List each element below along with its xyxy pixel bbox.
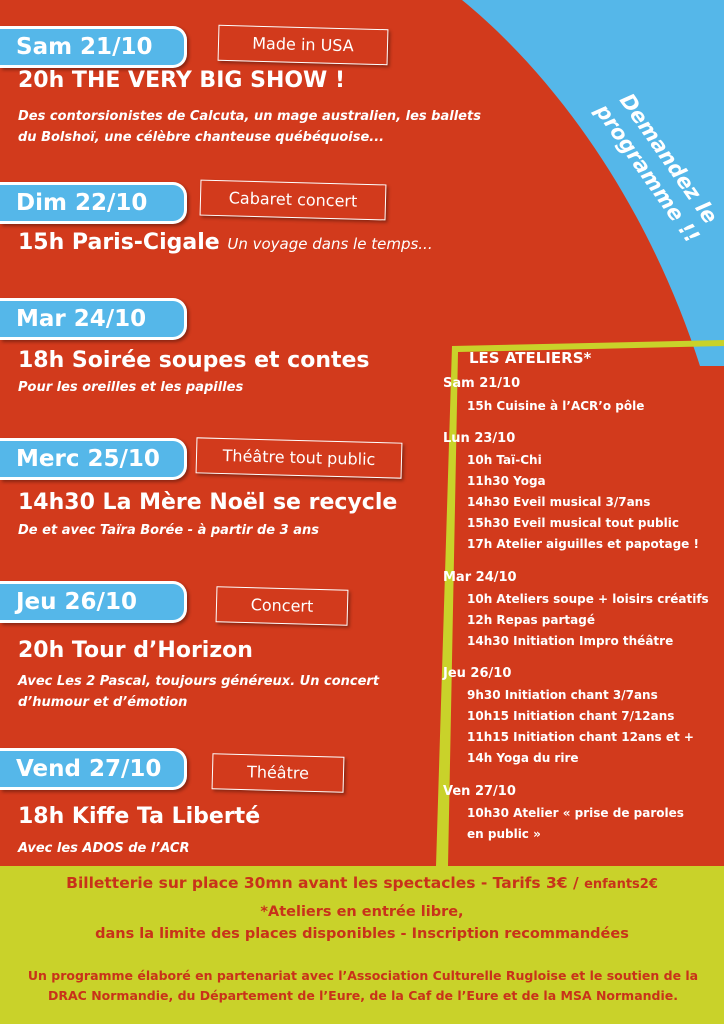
description-line: Avec Les 2 Pascal, toujours généreux. Un concert: [18, 674, 380, 689]
description-line: De et avec Taïra Borée - à partir de 3 ans: [18, 523, 319, 538]
partners-line: Un programme élaboré en partenariat avec l’Association Culturelle Rugloise et le soutien de la: [27, 968, 699, 983]
event-title-text: 14h30 La Mère Noël se recycle: [18, 490, 398, 515]
event-title: [18, 230, 433, 255]
event-title-text: 20h Tour d’Horizon: [18, 638, 253, 663]
footer-band: [0, 866, 724, 1024]
partners-line: DRAC Normandie, du Département de l’Eure, de la Caf de l’Eure et de la MSA Normandie.: [48, 988, 678, 1003]
description-line: d’humour et d’émotion: [18, 695, 188, 710]
partners-text: [10, 966, 716, 1006]
date-tab: [0, 26, 187, 68]
atelier-item: 10h15 Initiation chant 7/12ans: [467, 709, 675, 723]
atelier-day: Lun 23/10: [443, 431, 516, 446]
event-category: Made in USA: [252, 33, 354, 56]
event-title-text: 18h Kiffe Ta Liberté: [18, 804, 261, 829]
atelier-item: 10h Ateliers soupe + loisirs créatifs: [467, 592, 709, 606]
event-description: [18, 106, 481, 148]
category-tag: [200, 180, 387, 221]
event-title: [18, 804, 260, 829]
event-title-text: 20h THE VERY BIG SHOW !: [18, 68, 346, 93]
event-category: Cabaret concert: [228, 188, 358, 211]
event-description: [18, 377, 243, 398]
atelier-item: 10h30 Atelier « prise de paroles: [467, 806, 684, 820]
atelier-item: 17h Atelier aiguilles et papotage !: [467, 537, 699, 551]
atelier-item: 12h Repas partagé: [467, 613, 595, 627]
atelier-item: 15h Cuisine à l’ACR’o pôle: [467, 399, 645, 413]
date-tab: [0, 748, 187, 790]
atelier-item: 14h30 Eveil musical 3/7ans: [467, 495, 651, 509]
ateliers-note: *Ateliers en entrée libre,: [260, 904, 464, 920]
event-date: Jeu 26/10: [16, 589, 137, 615]
event-date: Merc 25/10: [16, 446, 160, 472]
date-tab: [0, 182, 187, 224]
category-tag: [218, 25, 389, 65]
ateliers-title: LES ATELIERS*: [469, 349, 592, 367]
atelier-day: Mar 24/10: [443, 570, 517, 585]
atelier-item: 11h15 Initiation chant 12ans et +: [467, 730, 694, 744]
atelier-item: 15h30 Eveil musical tout public: [467, 516, 679, 530]
atelier-item: 9h30 Initiation chant 3/7ans: [467, 688, 658, 702]
event-date: Mar 24/10: [16, 306, 147, 332]
description-line: Avec les ADOS de l’ACR: [18, 841, 190, 856]
event-title: [18, 68, 345, 93]
event-description: [18, 671, 379, 713]
description-line: du Bolshoï, une célèbre chanteuse québéquoise...: [18, 130, 385, 145]
atelier-day: Jeu 26/10: [443, 666, 512, 681]
event-subtitle: Un voyage dans le temps...: [227, 235, 433, 253]
event-date: Sam 21/10: [16, 34, 153, 60]
event-category: Théâtre: [246, 762, 310, 783]
event-date: Dim 22/10: [16, 190, 148, 216]
event-title: [18, 348, 370, 373]
event-description: [18, 520, 319, 541]
ateliers-note-detail: dans la limite des places disponibles - Inscription recommandées: [95, 926, 629, 942]
atelier-item: 10h Taï-Chi: [467, 453, 542, 467]
date-tab: [0, 298, 187, 340]
ticket-info-main: Billetterie sur place 30mn avant les spectacles - Tarifs 3€ /: [66, 874, 579, 892]
promo-line: Demandez le programme !!: [590, 89, 723, 248]
event-title: [18, 638, 253, 663]
event-category: Concert: [250, 595, 314, 616]
date-tab: [0, 581, 187, 623]
atelier-item: 14h Yoga du rire: [467, 751, 579, 765]
category-tag: [196, 437, 403, 478]
atelier-item: en public »: [467, 827, 541, 841]
atelier-day: Sam 21/10: [443, 376, 521, 391]
atelier-day: Ven 27/10: [443, 784, 516, 799]
event-date: Vend 27/10: [16, 756, 162, 782]
event-category: Théâtre tout public: [222, 446, 376, 469]
description-line: Pour les oreilles et les papilles: [18, 380, 244, 395]
category-tag: [216, 586, 349, 625]
ticket-info-child-price: enfants2€: [584, 877, 658, 892]
event-title-text: 15h Paris-Cigale: [18, 230, 220, 255]
event-title-text: 18h Soirée soupes et contes: [18, 348, 370, 373]
event-title: [18, 490, 397, 515]
category-tag: [212, 753, 345, 792]
date-tab: [0, 438, 187, 480]
atelier-item: 11h30 Yoga: [467, 474, 546, 488]
description-line: Des contorsionistes de Calcuta, un mage australien, les ballets: [18, 109, 481, 124]
event-description: [18, 838, 189, 859]
ticket-info: [0, 874, 724, 892]
atelier-item: 14h30 Initiation Impro théâtre: [467, 634, 674, 648]
